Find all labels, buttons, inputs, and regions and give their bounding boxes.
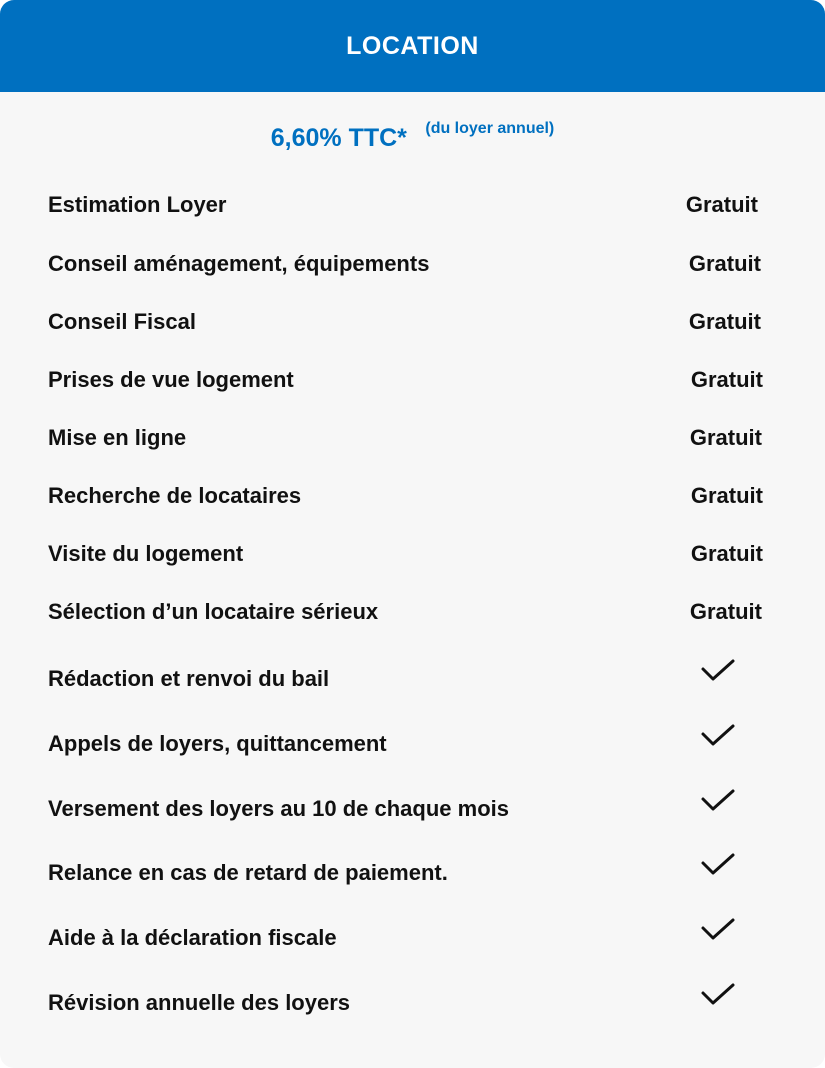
- service-row: [48, 360, 763, 400]
- service-label: Rédaction et renvoi du bail: [48, 666, 330, 691]
- service-value: Gratuit: [685, 192, 758, 217]
- checkmark-icon: [700, 787, 736, 813]
- service-row: [48, 418, 763, 458]
- service-value: Gratuit: [688, 251, 761, 276]
- price-rate: 6,60% TTC*: [270, 124, 407, 152]
- service-label: Visite du logement: [48, 541, 244, 566]
- service-label: Aide à la déclaration fiscale: [48, 925, 337, 950]
- service-row: [48, 476, 763, 516]
- checkmark-icon: [700, 916, 736, 942]
- checkmark-icon: [700, 657, 736, 683]
- service-row: [48, 659, 763, 699]
- service-row: [48, 789, 763, 829]
- service-row: [48, 534, 763, 574]
- service-label: Révision annuelle des loyers: [48, 990, 351, 1015]
- service-row: [48, 724, 763, 764]
- service-value: Gratuit: [690, 483, 763, 508]
- card-header: [0, 0, 825, 92]
- service-value: Gratuit: [690, 541, 763, 566]
- header-title: LOCATION: [346, 31, 479, 60]
- service-row: [48, 918, 763, 958]
- service-label: Appels de loyers, quittancement: [48, 731, 387, 756]
- service-label: Sélection d’un locataire sérieux: [48, 599, 379, 624]
- service-label: Mise en ligne: [48, 425, 187, 450]
- service-row: [48, 592, 763, 632]
- service-label: Estimation Loyer: [48, 192, 227, 217]
- service-value: Gratuit: [688, 309, 761, 334]
- checkmark-icon: [700, 851, 736, 877]
- service-row: [48, 853, 763, 893]
- service-label: Recherche de locataires: [48, 483, 302, 508]
- service-row: [48, 244, 763, 284]
- price-line: [0, 119, 825, 153]
- service-label: Versement des loyers au 10 de chaque mois: [48, 796, 509, 821]
- service-label: Relance en cas de retard de paiement.: [48, 860, 448, 885]
- service-value: Gratuit: [689, 599, 762, 624]
- price-note: (du loyer annuel): [425, 119, 555, 137]
- service-label: Conseil aménagement, équipements: [48, 251, 430, 276]
- service-label: Prises de vue logement: [48, 367, 294, 392]
- checkmark-icon: [700, 722, 736, 748]
- service-row: [48, 185, 763, 225]
- service-row: [48, 983, 763, 1023]
- service-value: Gratuit: [690, 367, 763, 392]
- service-label: Conseil Fiscal: [48, 309, 196, 334]
- service-value: Gratuit: [689, 425, 762, 450]
- service-row: [48, 302, 763, 342]
- checkmark-icon: [700, 981, 736, 1007]
